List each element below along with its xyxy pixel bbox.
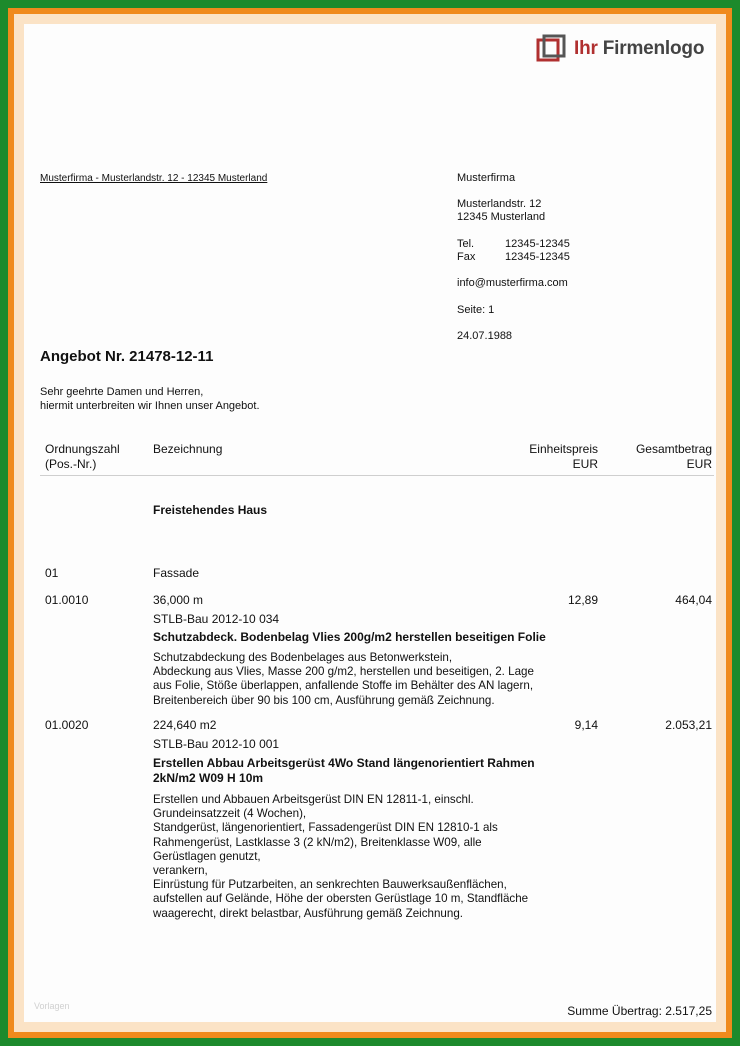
sum-value: 2.517,25 (665, 1004, 712, 1018)
company-city: 12345 Musterland (457, 211, 546, 223)
position-number: 01.0020 (45, 718, 89, 732)
offer-title: Angebot Nr. 21478-12-11 (40, 348, 214, 365)
sum-label: Summe Übertrag: (567, 1004, 662, 1018)
greeting (40, 385, 260, 413)
position-long-text: Schutzabdeckung des Bodenbelages aus Betonwerkstein, Abdeckung aus Vlies, Masse 200 g/m2, herstellen und beseitigen, 2. Lage aus Folie, Stöße überlappen, anfallende Stoffe im Behälter des AN lagern, Breitenbereich über 90 bis 100 cm, Ausführung gemäß Zeichnung. (153, 651, 534, 707)
logo-icon (536, 34, 566, 64)
group-name: Fassade (153, 566, 200, 580)
section-title: Freistehendes Haus (153, 503, 268, 517)
tel-label: Tel. (457, 238, 475, 250)
position-quantity: 36,000 m (153, 593, 204, 607)
fax-label: Fax (457, 251, 476, 263)
position-stlb: STLB-Bau 2012-10 001 (153, 737, 280, 751)
sum-carryover (567, 1004, 712, 1018)
document-page (24, 24, 716, 1022)
header-ordnungszahl: Ordnungszahl (Pos.-Nr.) (45, 442, 120, 471)
position-total: 464,04 (675, 593, 712, 607)
watermark: Vorlagen (34, 1001, 70, 1011)
position-number: 01.0010 (45, 593, 89, 607)
header-divider (40, 475, 714, 476)
position-short-text: Schutzabdeck. Bodenbelag Vlies 200g/m2 herstellen beseitigen Folie (153, 630, 546, 644)
greeting-line: Sehr geehrte Damen und Herren, (40, 386, 204, 398)
company-street: Musterlandstr. 12 (457, 198, 542, 210)
fax-value: 12345-12345 (505, 251, 570, 263)
position-long-text: Erstellen und Abbauen Arbeitsgerüst DIN EN 12811-1, einschl. Grundeinsatzzeit (4 Wochen), Standgerüst, längenorientiert, Fassadengerüst DIN EN 12810-1 als Rahmengerüst, Lastklasse 3 (2 kN/m2), Breitenklasse W09, alle Gerüstlagen genutzt, verankern, Einrüstung für Putzarbeiten, an senkrechten Bauwerksaußenflächen, aufstellen auf Gelände, Höhe der obersten Gerüstlage 10 m, Standfläche waagerecht, direkt belastbar, Ausführung gemäß Zeichnung. (153, 793, 529, 920)
position-total: 2.053,21 (665, 718, 712, 732)
company-phone (457, 238, 570, 251)
position-quantity: 224,640 m2 (153, 718, 217, 732)
position-unit-price: 12,89 (567, 593, 598, 607)
company-name: Musterfirma (457, 172, 516, 184)
header-einheitspreis: Einheitspreis EUR (529, 442, 598, 471)
position-unit-price: 9,14 (574, 718, 598, 732)
sender-line: Musterfirma - Musterlandstr. 12 - 12345 Musterland (40, 173, 268, 184)
document-date: 24.07.1988 (457, 330, 513, 342)
logo-text: Ihr Firmenlogo (574, 38, 705, 59)
header-gesamtbetrag: Gesamtbetrag EUR (635, 442, 712, 471)
page-number: Seite: 1 (457, 304, 495, 316)
group-number: 01 (45, 566, 59, 580)
company-logo (536, 32, 704, 66)
tel-value: 12345-12345 (505, 238, 570, 250)
position-stlb: STLB-Bau 2012-10 034 (153, 612, 280, 626)
company-email: info@musterfirma.com (457, 277, 568, 289)
greeting-line: hiermit unterbreiten wir Ihnen unser Angebot. (40, 400, 260, 412)
company-fax (457, 251, 570, 264)
position-short-text: Erstellen Abbau Arbeitsgerüst 4Wo Stand längenorientiert Rahmen 2kN/m2 W09 H 10m (153, 756, 535, 785)
header-bezeichnung: Bezeichnung (153, 442, 223, 456)
